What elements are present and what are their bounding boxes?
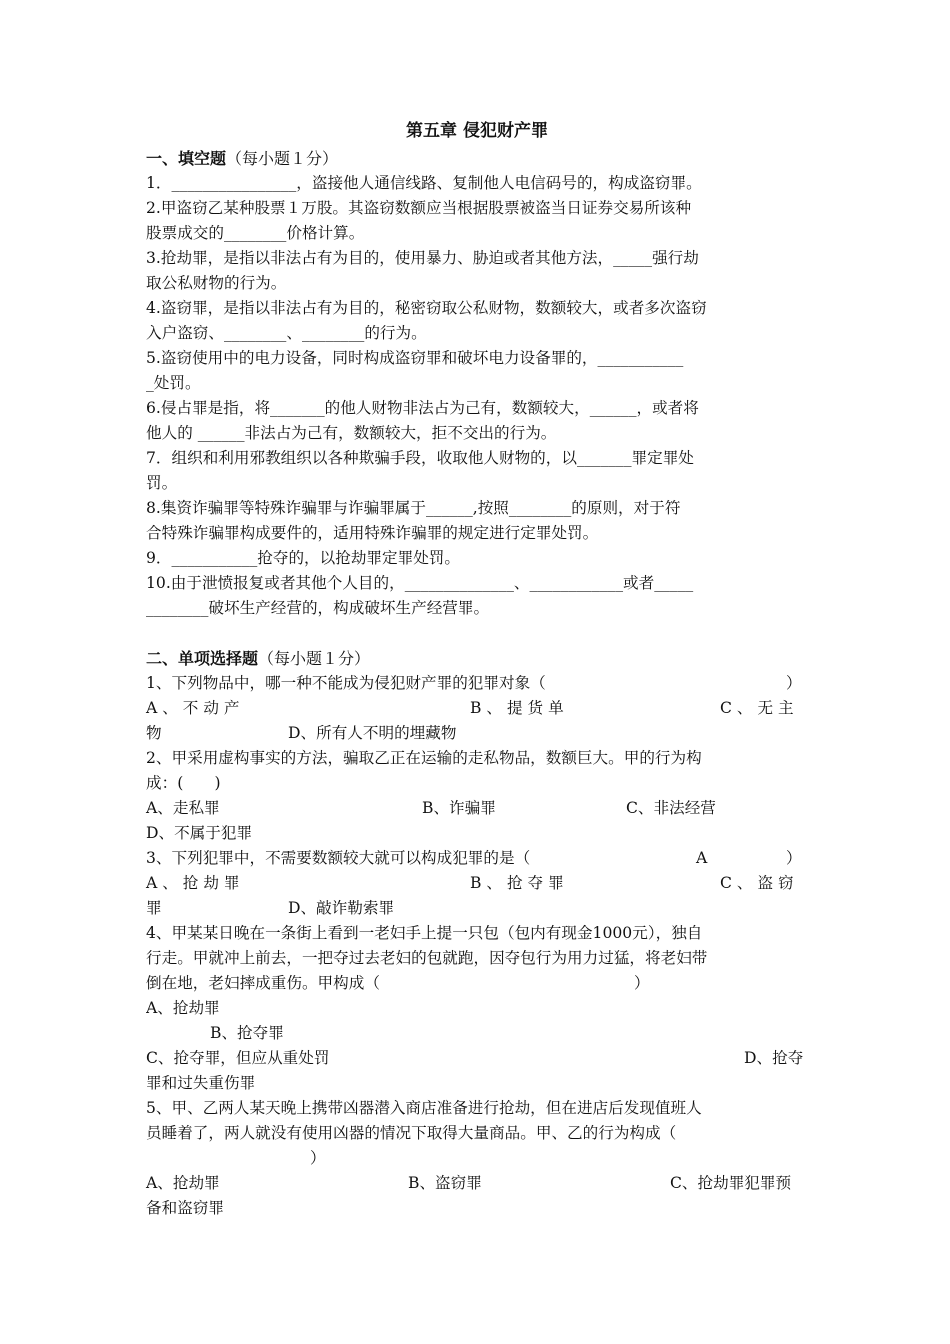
fill-line: 合特殊诈骗罪构成要件的，适用特殊诈骗罪的规定进行定罪处罚。 <box>146 524 599 542</box>
option-d: D、抢夺 <box>744 1049 804 1067</box>
fill-line: 3.抢劫罪，是指以非法占有为目的，使用暴力、胁迫或者其他方法，_____强行劫 <box>146 249 699 267</box>
fill-line: 罚。 <box>146 474 178 492</box>
option-d-cont: 罪和过失重伤罪 <box>146 1074 256 1092</box>
fill-line: 入户盗窃、________、________的行为。 <box>146 324 427 342</box>
fill-line: 1．________________，盗接他人通信线路、复制他人电信码号的，构成盗窃罪。 <box>146 174 702 192</box>
option-b: B、盗窃罪 <box>408 1174 482 1192</box>
question-4-option-b-row <box>146 1021 808 1046</box>
option-d: D、所有人不明的埋藏物 <box>288 724 457 742</box>
question-2-stem: 成：( ) <box>146 774 221 792</box>
question-4-stem: 倒在地，老妇摔成重伤。甲构成（ ） <box>146 974 650 992</box>
question-5-stem: 5、甲、乙两人某天晚上携带凶器潜入商店准备进行抢劫，但在进店后发现值班人 <box>146 1099 702 1117</box>
question-1-options <box>146 696 808 721</box>
question-4-stem: 行走。甲就冲上前去，一把夺过去老妇的包就跑，因夺包行为用力过猛，将老妇带 <box>146 949 708 967</box>
section-heading-choice: 二、单项选择题（每小题１分） <box>146 649 371 668</box>
question-5-stem: 员睡着了，两人就没有使用凶器的情况下取得大量商品。甲、乙的行为构成（ <box>146 1124 677 1142</box>
spacer <box>146 621 808 646</box>
option-b: B、诈骗罪 <box>422 799 496 817</box>
option-a: A 、 不 动 产 <box>146 699 240 717</box>
option-b: B 、 提 货 单 <box>470 699 564 717</box>
option-a: A、走私罪 <box>146 799 220 817</box>
fill-line: 他人的 ______非法占为己有，数额较大，拒不交出的行为。 <box>146 424 557 442</box>
option-a: A 、 抢 劫 罪 <box>146 874 240 892</box>
fill-line: 7．组织和利用邪教组织以各种欺骗手段，收取他人财物的，以_______罪定罪处 <box>146 449 694 467</box>
question-1-stem: 1、下列物品中，哪一种不能成为侵犯财产罪的犯罪对象（ ） <box>146 674 802 692</box>
fill-line: 9．___________抢夺的，以抢劫罪定罪处罚。 <box>146 549 460 567</box>
question-3-options-cont: 罪 D、敲诈勒索罪 <box>146 896 808 921</box>
option-c: C 、 盗 窃 <box>720 874 794 892</box>
question-1-options-cont: 物 D、所有人不明的埋藏物 <box>146 721 808 746</box>
option-c-cont: 备和盗窃罪 <box>146 1199 224 1217</box>
fill-line: 6.侵占罪是指，将_______的他人财物非法占为己有，数额较大，______，或者将 <box>146 399 699 417</box>
option-d: D、不属于犯罪 <box>146 824 253 842</box>
fill-line: 股票成交的________价格计算。 <box>146 224 365 242</box>
option-a: A、抢劫罪 <box>146 999 220 1017</box>
option-b: B 、 抢 夺 罪 <box>470 874 564 892</box>
fill-line: 2.甲盗窃乙某种股票１万股。其盗窃数额应当根据股票被盗当日证券交易所该种 <box>146 199 692 217</box>
option-b: B、抢夺罪 <box>210 1024 284 1042</box>
document-page <box>146 118 808 1221</box>
option-c: C、抢劫罪犯罪预 <box>670 1174 792 1192</box>
option-c: C、非法经营 <box>626 799 716 817</box>
option-c: C、抢夺罪，但应从重处罚 <box>146 1049 330 1067</box>
question-2-options <box>146 796 808 821</box>
answer-mark: A <box>696 849 708 867</box>
question-4-stem: 4、甲某某日晚在一条街上看到一老妇手上提一只包（包内有现金1000元），独自 <box>146 924 703 942</box>
question-4-options <box>146 1046 808 1071</box>
fill-line: 8.集资诈骗罪等特殊诈骗罪与诈骗罪属于______,按照________的原则，对于符 <box>146 499 681 517</box>
section-heading-fill: 一、填空题（每小题１分） <box>146 149 339 168</box>
fill-line: 4.盗窃罪，是指以非法占有为目的，秘密窃取公私财物，数额较大，或者多次盗窃 <box>146 299 707 317</box>
option-a: A、抢劫罪 <box>146 1174 220 1192</box>
option-d: D、敲诈勒索罪 <box>288 899 395 917</box>
question-3-options <box>146 871 808 896</box>
question-2-stem: 2、甲采用虚构事实的方法，骗取乙正在运输的走私物品，数额巨大。甲的行为构 <box>146 749 702 767</box>
fill-line: 10.由于泄愤报复或者其他个人目的，______________、____________或者_____ <box>146 574 694 592</box>
fill-line: _处罚。 <box>146 374 201 392</box>
question-5-options <box>146 1171 808 1196</box>
question-3-stem: 3、下列犯罪中，不需要数额较大就可以构成犯罪的是（ A ） <box>146 846 808 871</box>
option-c: C 、 无 主 <box>720 699 794 717</box>
page-title: 第五章 侵犯财产罪 <box>406 121 548 141</box>
fill-line: 取公私财物的行为。 <box>146 274 287 292</box>
fill-line: ________破坏生产经营的，构成破坏生产经营罪。 <box>146 599 490 617</box>
question-5-close-row: ） <box>310 1149 326 1167</box>
fill-line: 5.盗窃使用中的电力设备，同时构成盗窃罪和破坏电力设备罪的，___________ <box>146 349 684 367</box>
